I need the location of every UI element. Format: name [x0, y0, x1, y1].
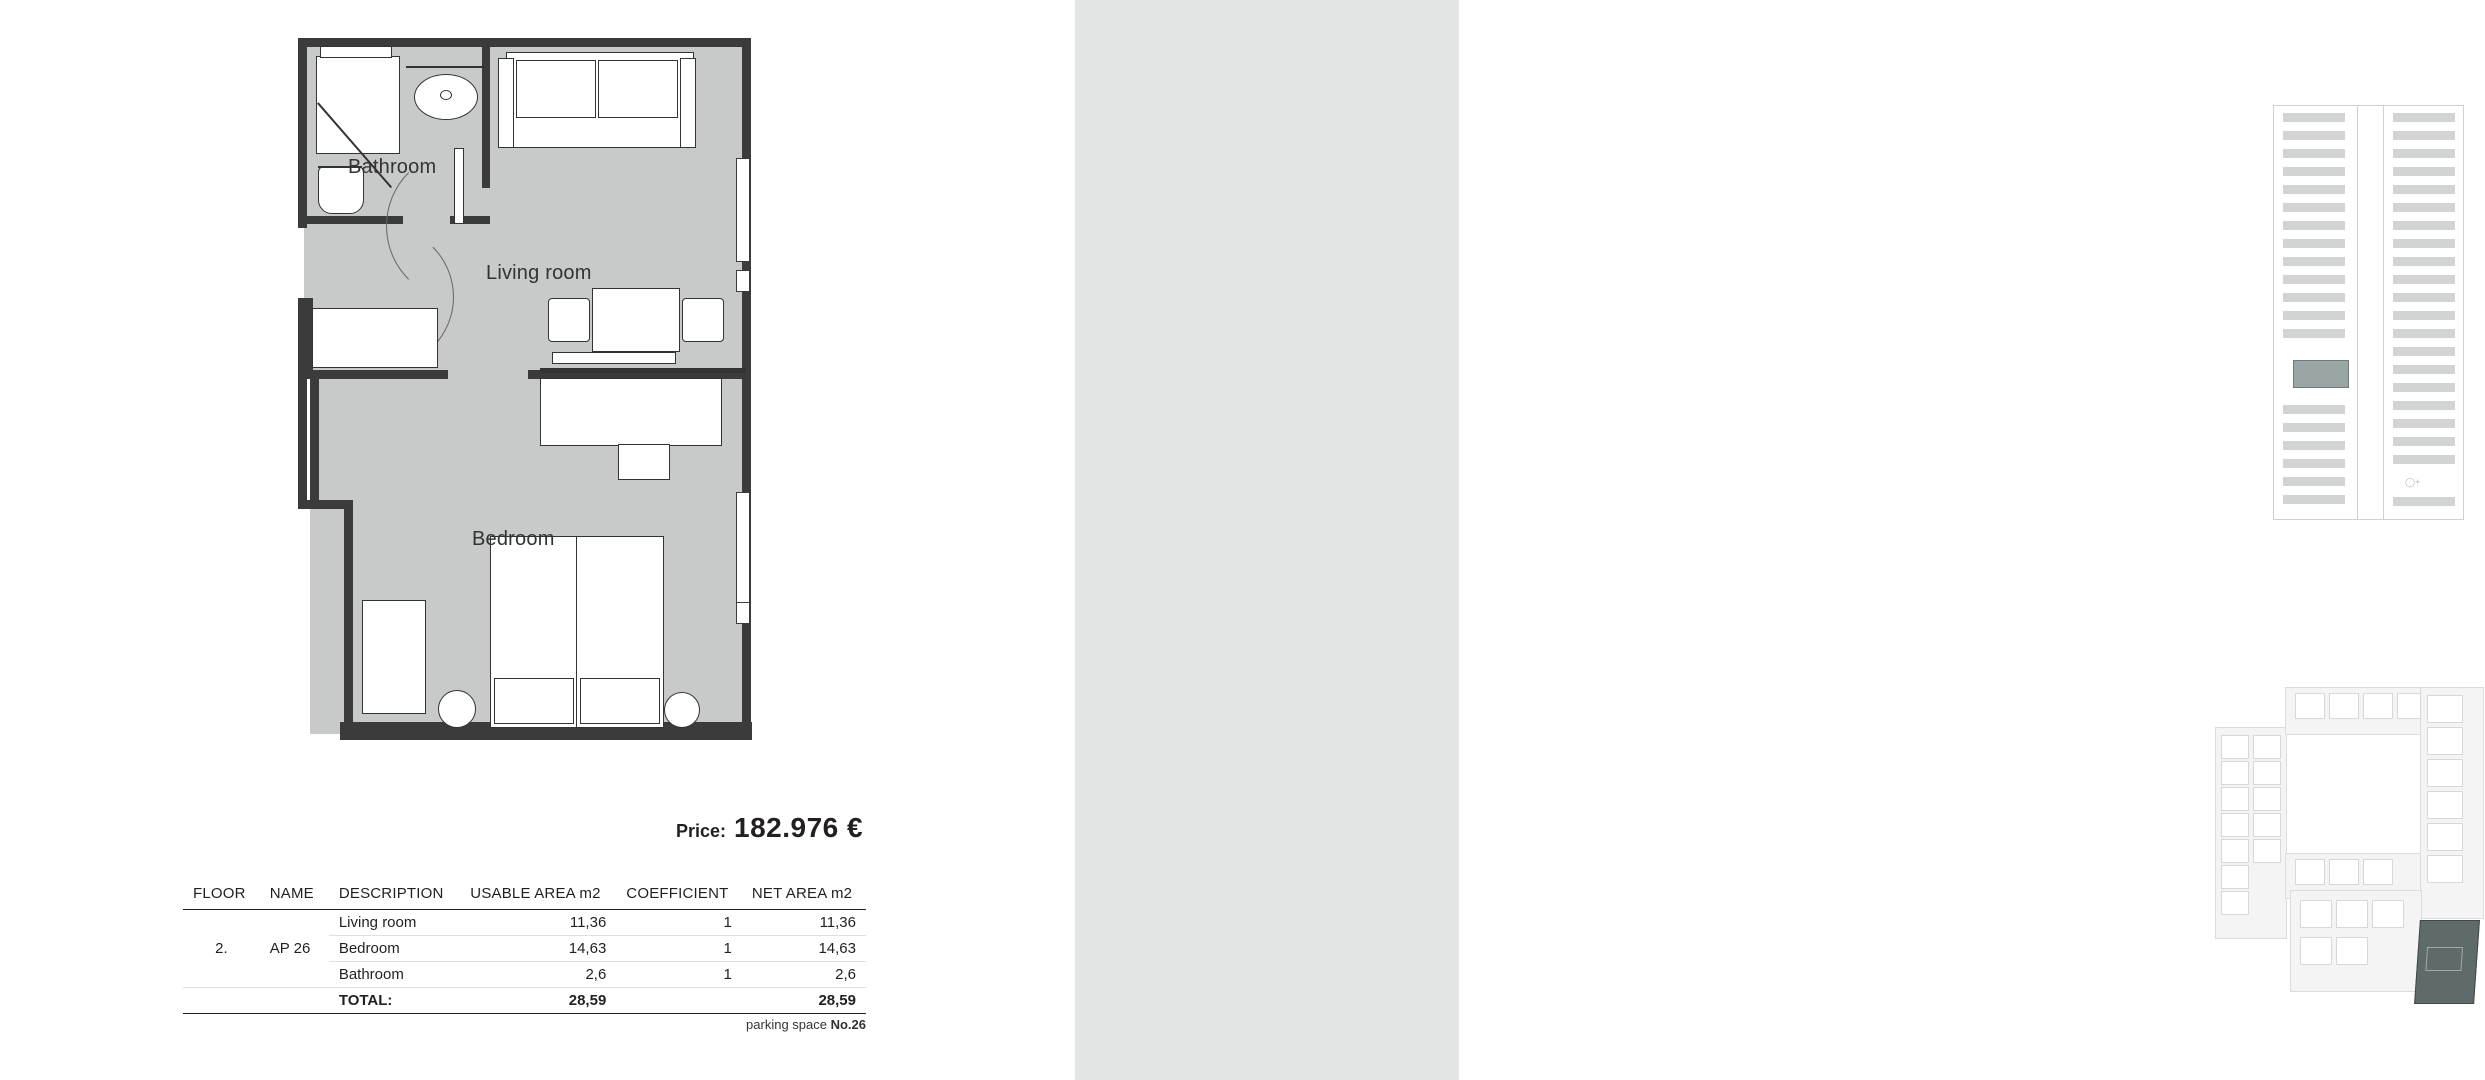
wall-partition-left [298, 370, 448, 379]
header-floor: FLOOR [183, 880, 260, 910]
cell-total-spacer-floor [183, 988, 260, 1014]
cell-usable-area: 2,6 [460, 962, 616, 988]
price-label: Price: [676, 821, 727, 841]
cell-description: Bathroom [329, 962, 460, 988]
bed-left-pillow [494, 678, 574, 724]
sink-counter [406, 66, 484, 68]
entry-cabinet-icon [312, 308, 438, 368]
room-label-bathroom: Bathroom [348, 156, 437, 178]
sofa-armrest-left [498, 58, 514, 148]
cell-total-spacer-name [260, 988, 329, 1014]
area-breakdown-table [183, 880, 866, 1014]
sofa-armrest-right [680, 58, 696, 148]
cell-description: Bedroom [329, 936, 460, 962]
wall-left-upper [298, 38, 307, 228]
cell-name: AP 26 [260, 910, 329, 988]
price-value: 182.976 € [734, 812, 864, 843]
parking-column-right [2393, 105, 2455, 520]
cell-total-usable-area: 28,59 [460, 988, 616, 1014]
header-description: DESCRIPTION [329, 880, 460, 910]
sink-drain-icon [440, 90, 452, 100]
cell-coefficient: 1 [616, 936, 742, 962]
nightstand-left-icon [438, 690, 476, 728]
window-bedroom [736, 492, 750, 604]
right-context-panel [1075, 0, 2421, 1080]
unit-location-highlight [2414, 920, 2480, 1004]
price-row [676, 812, 863, 844]
table-header-row [183, 880, 866, 910]
bed-right-pillow [580, 678, 660, 724]
header-net-area: NET AREA m2 [742, 880, 866, 910]
desk-chair-icon [618, 444, 670, 480]
cell-net-area: 11,36 [742, 910, 866, 936]
room-label-living-room: Living room [486, 262, 592, 284]
parking-space-highlight [2293, 360, 2349, 388]
shower-tray-icon [316, 56, 400, 154]
header-usable-area: USABLE AREA m2 [460, 880, 616, 910]
dining-table-icon [592, 288, 680, 352]
dining-chair-right [682, 298, 724, 342]
parking-entry-icon: ◯+ [2405, 477, 2421, 487]
sofa-cushion-right [598, 60, 678, 118]
table-total-row [183, 988, 866, 1014]
parking-note-value: No.26 [830, 1017, 866, 1032]
header-coefficient: COEFFICIENT [616, 880, 742, 910]
cell-usable-area: 11,36 [460, 910, 616, 936]
header-name: NAME [260, 880, 329, 910]
wall-right [742, 38, 751, 728]
parking-plan-diagram [2265, 105, 2465, 520]
desk-icon [540, 378, 722, 446]
window-living-upper [736, 158, 750, 262]
dining-chair-bottom [552, 352, 676, 364]
apartment-floor-plan [290, 30, 760, 770]
cell-floor: 2. [183, 910, 260, 988]
nightstand-right-icon [664, 692, 700, 728]
building-floor-key-diagram [2205, 675, 2485, 1005]
cell-description: Living room [329, 910, 460, 936]
wall-left-lower [344, 500, 353, 730]
room-label-bedroom: Bedroom [472, 528, 555, 550]
dining-chair-left [548, 298, 590, 342]
cell-coefficient: 1 [616, 910, 742, 936]
cell-coefficient: 1 [616, 962, 742, 988]
wardrobe-icon [362, 600, 426, 714]
table-row [183, 910, 866, 936]
cell-usable-area: 14,63 [460, 936, 616, 962]
parking-column-left [2283, 105, 2345, 520]
wall-bedroom-closet-side [310, 374, 319, 504]
shower-screen [320, 46, 392, 58]
cell-total-label: TOTAL: [329, 988, 460, 1014]
cell-net-area: 2,6 [742, 962, 866, 988]
cell-total-net-area: 28,59 [742, 988, 866, 1014]
cell-total-coefficient [616, 988, 742, 1014]
parking-space-note [600, 1017, 866, 1032]
cell-net-area: 14,63 [742, 936, 866, 962]
window-living-lower [736, 270, 750, 292]
counter-edge [540, 368, 746, 373]
window-bedroom-lower [736, 602, 750, 624]
sofa-cushion-left [516, 60, 596, 118]
parking-note-prefix: parking space [746, 1017, 831, 1032]
